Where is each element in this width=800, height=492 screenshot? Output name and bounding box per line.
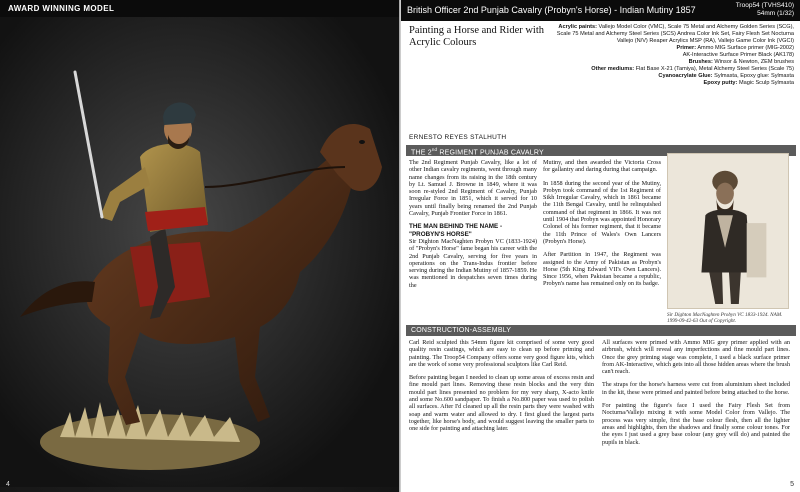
left-page-number: 4 (6, 481, 10, 488)
credit-line: Primer: Ammo MIG Surface primer (MIG-2002) (676, 45, 794, 51)
section1-column-1 (409, 159, 537, 295)
right-page-header (401, 0, 800, 21)
right-page (401, 0, 800, 492)
paragraph: The 2nd Regiment Punjab Cavalry, like a lot of other Indian cavalry regiments, went through many name changes from its raising in the 18th century by Lt. Samuel J. Browne in 1849, where it was soon re-styled 2nd Regiment of Cavalry, Punjab Irregular Force in 1851, which it served for 10 years until finally being renamed the 2nd Punjab Cavalry, Punjab Frontier Force in 1861. (409, 159, 537, 218)
credit-line: Brushes: Winsor & Newton, ZEM brushes (688, 59, 794, 65)
paragraph: Sir Dighton MacNaghten Probyn VC (1833-1924) of "Probyn's Horse" fame began his career with the 2nd Punjab Cavalry, serving for five years in operations on the Trans-Indus frontier before serving during the Indian Mutiny of 1857-1859. He was mentioned in despatches seven times during the (409, 237, 537, 289)
credit-line: Other mediums: Flat Base X-21 (Tamiya), Metal Alchemy Steel Series (Scale 75) (591, 66, 794, 72)
right-page-number: 5 (790, 481, 794, 488)
paragraph: For painting the figure's face I used the Fairy Flesh Set from Nocturna/Vallejo mixing it with some Model Color from Vallejo. The process was very simple, first the base colour flesh, then all the lighter areas and highlights, then the shadows and finally some colour tones. For the eyes I just used a grey base colour (any grey will do) and painted the pupils in black. (602, 402, 790, 446)
paragraph: All surfaces were primed with Ammo MIG grey primer applied with an airbrush, which will reveal any imperfections and fine mould part lines. Once the grey priming stage was complete, I used a black surface primer from AK-Interactive, which gets into all those hidden areas where the brush can't reach. (602, 339, 790, 376)
paragraph: Mutiny, and then awarded the Victoria Cross for gallantry and daring during that campaign. (543, 159, 661, 174)
cavalry-figure-photo (0, 17, 399, 487)
credit-line: Epoxy putty: Magic Sculp Sylmasta (703, 80, 794, 86)
kit-code (736, 2, 794, 18)
section-heading-regiment: THE 2nd REGIMENT PUNJAB CAVALRY (406, 145, 796, 156)
paragraph: Carl Reid sculpted this 54mm figure kit comprised of some very good quality resin castings, which are easy to clean up before priming and painting. The Troop54 Company offers some very good figure kits, which are the work of some very professional sculptors like Carl Reid. (409, 339, 594, 368)
left-page-header: AWARD WINNING MODEL (0, 0, 399, 17)
section1-column-2 (543, 159, 661, 294)
paragraph: In 1858 during the second year of the Mutiny, Probyn took command of the 1st Regiment of Sikh Irregular Cavalry, which in 1861 became the 11th Bengal Cavalry, until he relinquished command of that regiment in 1866. It was not until 1904 that Probyn was appointed Honorary Colonel of his former regiment, that it became the 11th Prince of Wales's Own Lancers (Probyn's Horse). (543, 179, 661, 245)
section2-column-1 (409, 339, 594, 439)
materials-credits (549, 24, 794, 87)
credit-line: Acrylic paints: Vallejo Model Color (VMC), Scale 75 Metal and Alchemy Golden Series (SCG), Scale 75 Metal and Alchemy Steel Series (SCS) Andrea Color Ink Set, Fairy Flesh Set Nocturna Vallejo (N/V) Reaper Acrylics MSP (RA), Vallejo Game Color Ink (VGCI) (556, 24, 794, 44)
kit-code-line-2: 54mm (1/32) (757, 10, 794, 17)
kit-code-line-1: Troop54 (TVHS410) (735, 2, 794, 9)
credit-line: Cyanoacrylate Glue: Sylmasta, Epoxy glue: Sylmasta (658, 73, 794, 79)
credit-line: AK-Interactive Surface Primer Black (AK178) (682, 52, 794, 58)
paragraph: Before painting began I needed to clean up some areas of excess resin and fine mould part lines. Removing these resin blocks and the very thin mould part lines presented no problem for my very sharp, X-acto knife and some No.600 sandpaper. To finish a No.800 paper was used to polish all surfaces. After I'd cleaned up all the resin parts they were washed with soap and warm water and allowed to dry. I first glued the largest parts together, like horse's body, and would suggest leaving the smaller parts to one side for painting and attaching later. (409, 374, 594, 433)
section-heading-construction: CONSTRUCTION-ASSEMBLY (406, 325, 796, 336)
portrait-caption: Sir Dighton MacNaghten Probyn VC 1833-1924. NAM. 1999-09-42-63 Out of Copyright. (667, 312, 783, 325)
paragraph: After Partition in 1947, the Regiment was assigned to the Army of Pakistan as Probyn's Horse (5th King Edward VII's Own Lancers). Since 1956, when Pakistan became a republic, Probyn's name has remained only on its badge. (543, 251, 661, 288)
subheading: THE MAN BEHIND THE NAME - (409, 223, 503, 231)
section2-column-2 (602, 339, 790, 452)
paragraph: The straps for the horse's harness were cut from aluminium sheet included in the kit, these were primed and painted before being attached to the horse. (602, 381, 790, 396)
author-name: ERNESTO REYES STALHUTH (409, 134, 507, 141)
left-page (0, 0, 399, 492)
probyn-portrait-photo (667, 153, 789, 309)
subheading: "PROBYN'S HORSE" (409, 230, 472, 238)
article-running-title: British Officer 2nd Punjab Cavalry (Probyn's Horse) - Indian Mutiny 1857 (407, 5, 696, 15)
article-title: Painting a Horse and Rider with Acrylic Colours (409, 25, 545, 48)
